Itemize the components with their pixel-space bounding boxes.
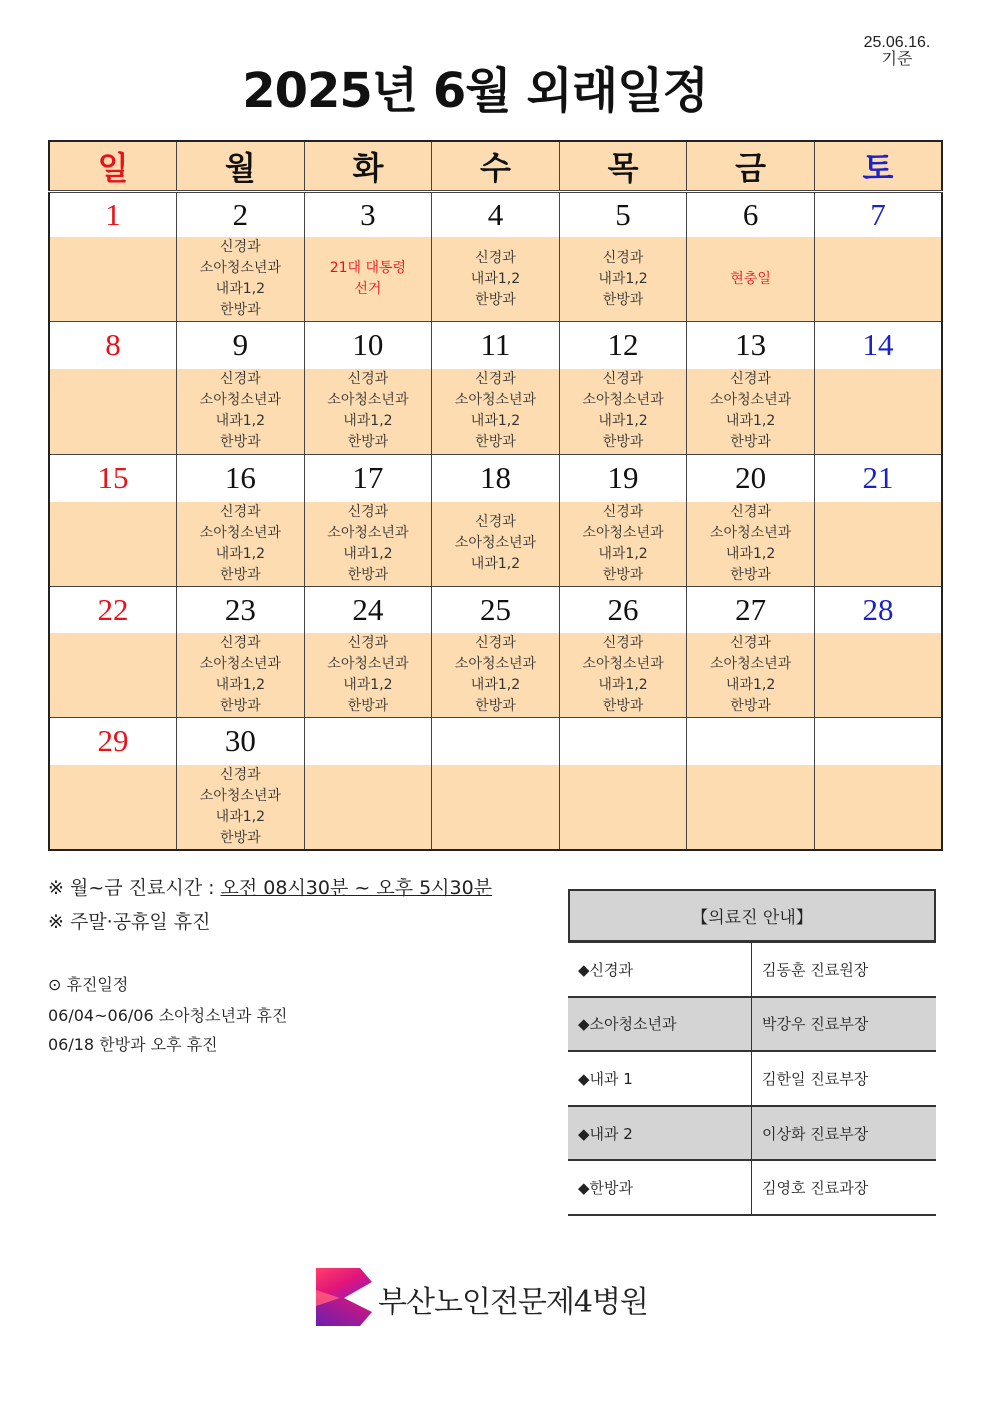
schedule-entry: 한방과 xyxy=(602,698,644,714)
schedule-cell xyxy=(559,633,687,718)
date-cell: 19 xyxy=(559,455,687,502)
schedule-cell xyxy=(432,633,560,718)
schedule-entry: 신경과 xyxy=(602,503,644,520)
date-cell: 13 xyxy=(687,322,815,369)
schedule-entry: 소아청소년과 xyxy=(327,656,409,672)
schedule-row xyxy=(49,633,942,718)
schedule-entry: 한방과 xyxy=(220,434,261,451)
weekday-sunday: 일 xyxy=(49,141,177,191)
date-cell: 8 xyxy=(49,322,177,369)
outpatient-calendar xyxy=(48,140,943,851)
staff-row xyxy=(568,1161,936,1216)
schedule-entry: 내과1,2 xyxy=(598,677,648,693)
staff-doctor: 김한일 진료부장 xyxy=(762,1069,869,1088)
schedule-entry: 신경과 xyxy=(730,503,771,520)
date-row xyxy=(49,322,942,369)
schedule-entry: 소아청소년과 xyxy=(327,524,409,541)
schedule-entry: 내과1,2 xyxy=(343,545,393,562)
schedule-entry: 소아청소년과 xyxy=(199,260,281,276)
staff-row xyxy=(568,943,936,998)
schedule-entry: 한방과 xyxy=(475,698,516,714)
weekday-monday: 월 xyxy=(177,141,305,191)
schedule-cell xyxy=(814,502,942,587)
staff-doctor: 김영호 진료과장 xyxy=(762,1179,869,1198)
schedule-cell xyxy=(814,765,942,850)
schedule-entry: 신경과 xyxy=(475,514,516,530)
schedule-row xyxy=(49,237,942,322)
schedule-cell xyxy=(687,502,815,587)
date-cell: 14 xyxy=(814,322,942,369)
schedule-entry: 신경과 xyxy=(602,635,644,651)
schedule-entry: 신경과 xyxy=(730,635,771,651)
schedule-cell xyxy=(49,369,177,455)
schedule-cell xyxy=(304,765,432,850)
schedule-entry: 선거 xyxy=(354,281,382,297)
schedule-entry: 한방과 xyxy=(602,434,644,451)
schedule-cell xyxy=(687,765,815,850)
schedule-entry: 한방과 xyxy=(347,566,389,583)
schedule-entry: 내과1,2 xyxy=(470,413,521,430)
date-cell: 21 xyxy=(814,455,942,502)
schedule-entry: 내과1,2 xyxy=(343,677,393,693)
schedule-entry: 신경과 xyxy=(475,249,516,266)
schedule-entry: 내과1,2 xyxy=(470,270,521,287)
schedule-entry: 내과1,2 xyxy=(725,545,776,562)
schedule-cell xyxy=(687,633,815,718)
clinic-hours xyxy=(48,873,492,900)
schedule-entry: 소아청소년과 xyxy=(710,524,792,541)
schedule-entry: 소아청소년과 xyxy=(454,656,537,672)
schedule-entry: 신경과 xyxy=(347,503,389,520)
schedule-entry: 내과1,2 xyxy=(598,270,648,287)
schedule-cell xyxy=(177,765,305,850)
date-cell: 23 xyxy=(177,586,305,633)
schedule-cell xyxy=(177,237,305,322)
staff-doctor: 김동훈 진료원장 xyxy=(762,960,869,979)
date-cell: 29 xyxy=(49,718,177,765)
schedule-entry: 신경과 xyxy=(475,635,516,651)
staff-department: ◆내과 1 xyxy=(568,1052,752,1105)
staff-table-heading: 【의료진 안내】 xyxy=(568,889,936,943)
schedule-cell xyxy=(559,369,687,455)
date-cell: 7 xyxy=(814,191,942,237)
date-cell: 17 xyxy=(304,455,432,502)
staff-doctor: 이상화 진료부장 xyxy=(762,1124,869,1143)
date-cell: 18 xyxy=(432,455,560,502)
calendar-body xyxy=(49,191,942,850)
schedule-cell xyxy=(177,502,305,587)
weekday-header-row xyxy=(49,141,942,191)
schedule-entry: 한방과 xyxy=(730,698,771,714)
schedule-entry: 한방과 xyxy=(347,698,389,714)
schedule-cell xyxy=(177,369,305,455)
schedule-cell xyxy=(49,765,177,850)
schedule-entry: 신경과 xyxy=(220,766,261,783)
schedule-entry: 소아청소년과 xyxy=(199,524,281,541)
schedule-cell xyxy=(304,633,432,718)
hospital-logo xyxy=(316,1268,648,1330)
schedule-entry: 소아청소년과 xyxy=(582,392,664,409)
schedule-entry: 현충일 xyxy=(730,270,771,287)
schedule-entry: 신경과 xyxy=(220,635,261,651)
staff-table xyxy=(568,889,936,1216)
schedule-cell xyxy=(49,237,177,322)
date-cell: 27 xyxy=(687,586,815,633)
schedule-entry: 한방과 xyxy=(220,566,261,583)
schedule-cell xyxy=(304,502,432,587)
schedule-entry: 21대 대통령 xyxy=(329,260,407,276)
schedule-entry: 내과1,2 xyxy=(470,556,521,572)
date-cell: 10 xyxy=(304,322,432,369)
empty-date-cell xyxy=(559,718,687,765)
schedule-entry: 내과1,2 xyxy=(725,677,776,693)
schedule-entry: 신경과 xyxy=(347,371,389,388)
schedule-entry: 소아청소년과 xyxy=(199,392,281,409)
staff-row xyxy=(568,1107,936,1162)
schedule-entry: 내과1,2 xyxy=(215,677,265,693)
schedule-cell xyxy=(432,502,560,587)
schedule-entry: 신경과 xyxy=(220,371,261,388)
staff-department: ◆신경과 xyxy=(568,943,752,996)
date-row xyxy=(49,586,942,633)
closure-item: 06/18 한방과 오후 휴진 xyxy=(48,1035,218,1054)
schedule-entry: 소아청소년과 xyxy=(582,656,664,672)
date-cell: 5 xyxy=(559,191,687,237)
date-row xyxy=(49,455,942,502)
weekday-tuesday: 화 xyxy=(304,141,432,191)
date-cell: 11 xyxy=(432,322,560,369)
date-cell: 1 xyxy=(49,191,177,237)
schedule-entry: 신경과 xyxy=(730,371,771,388)
schedule-entry: 소아청소년과 xyxy=(327,392,409,409)
schedule-cell xyxy=(814,369,942,455)
reference-date-value: 25.06.16. xyxy=(863,34,931,51)
schedule-cell xyxy=(814,237,942,322)
date-cell: 24 xyxy=(304,586,432,633)
date-cell: 6 xyxy=(687,191,815,237)
date-cell: 15 xyxy=(49,455,177,502)
empty-date-cell xyxy=(687,718,815,765)
staff-department: ◆한방과 xyxy=(568,1161,752,1214)
schedule-entry: 한방과 xyxy=(730,566,771,583)
date-cell: 16 xyxy=(177,455,305,502)
weekday-saturday: 토 xyxy=(814,141,942,191)
holiday-note: ※ 주말·공휴일 휴진 xyxy=(48,911,211,933)
date-cell: 9 xyxy=(177,322,305,369)
schedule-entry: 한방과 xyxy=(220,829,261,846)
weekday-thursday: 목 xyxy=(559,141,687,191)
schedule-entry: 신경과 xyxy=(220,503,261,520)
schedule-entry: 한방과 xyxy=(220,302,261,318)
schedule-cell xyxy=(559,765,687,850)
schedule-entry: 신경과 xyxy=(602,371,644,388)
closure-heading: ⊙ 휴진일정 xyxy=(48,975,129,994)
schedule-entry: 소아청소년과 xyxy=(710,392,792,409)
empty-date-cell xyxy=(304,718,432,765)
schedule-entry: 내과1,2 xyxy=(470,677,521,693)
schedule-entry: 신경과 xyxy=(347,635,389,651)
schedule-entry: 내과1,2 xyxy=(598,413,648,430)
date-cell: 26 xyxy=(559,586,687,633)
schedule-entry: 소아청소년과 xyxy=(710,656,792,672)
schedule-entry: 한방과 xyxy=(602,566,644,583)
schedule-entry: 내과1,2 xyxy=(343,413,393,430)
reference-date-label: 기준 xyxy=(881,51,913,68)
schedule-cell xyxy=(687,237,815,322)
schedule-entry: 내과1,2 xyxy=(215,808,265,825)
staff-department: ◆소아청소년과 xyxy=(568,998,752,1051)
schedule-entry: 내과1,2 xyxy=(725,413,776,430)
clinic-hours-value: 오전 08시30분 ~ 오후 5시30분 xyxy=(220,877,493,899)
schedule-entry: 소아청소년과 xyxy=(454,535,537,551)
date-row xyxy=(49,718,942,765)
schedule-entry: 소아청소년과 xyxy=(582,524,664,541)
schedule-entry: 한방과 xyxy=(475,434,516,451)
date-row xyxy=(49,191,942,237)
date-cell: 12 xyxy=(559,322,687,369)
staff-row xyxy=(568,1052,936,1107)
closure-item: 06/04~06/06 소아청소년과 휴진 xyxy=(48,1006,288,1025)
schedule-entry: 신경과 xyxy=(220,239,261,255)
schedule-cell xyxy=(432,237,560,322)
schedule-cell xyxy=(49,502,177,587)
staff-row xyxy=(568,998,936,1053)
staff-department: ◆내과 2 xyxy=(568,1107,752,1160)
date-cell: 2 xyxy=(177,191,305,237)
schedule-entry: 소아청소년과 xyxy=(199,656,281,672)
date-cell: 28 xyxy=(814,586,942,633)
schedule-entry: 내과1,2 xyxy=(215,281,265,297)
date-cell: 4 xyxy=(432,191,560,237)
empty-date-cell xyxy=(814,718,942,765)
schedule-entry: 한방과 xyxy=(730,434,771,451)
schedule-entry: 소아청소년과 xyxy=(454,392,537,409)
schedule-cell xyxy=(432,369,560,455)
schedule-entry: 내과1,2 xyxy=(598,545,648,562)
date-cell: 25 xyxy=(432,586,560,633)
date-cell: 20 xyxy=(687,455,815,502)
schedule-row xyxy=(49,502,942,587)
empty-date-cell xyxy=(432,718,560,765)
schedule-cell xyxy=(687,369,815,455)
hospital-name: 부산노인전문제4병원 xyxy=(378,1285,648,1320)
schedule-cell xyxy=(432,765,560,850)
schedule-entry: 내과1,2 xyxy=(215,413,265,430)
schedule-cell xyxy=(49,633,177,718)
schedule-cell xyxy=(177,633,305,718)
staff-doctor: 박강우 진료부장 xyxy=(762,1015,869,1034)
schedule-cell xyxy=(559,502,687,587)
schedule-entry: 한방과 xyxy=(220,698,261,714)
weekday-wednesday: 수 xyxy=(432,141,560,191)
weekday-friday: 금 xyxy=(687,141,815,191)
schedule-entry: 한방과 xyxy=(347,434,389,451)
schedule-cell xyxy=(559,237,687,322)
schedule-entry: 한방과 xyxy=(475,291,516,308)
schedule-row xyxy=(49,369,942,455)
schedule-cell xyxy=(304,369,432,455)
schedule-entry: 소아청소년과 xyxy=(199,787,281,804)
date-cell: 3 xyxy=(304,191,432,237)
schedule-entry: 신경과 xyxy=(475,371,516,388)
schedule-entry: 한방과 xyxy=(602,291,644,308)
schedule-entry: 내과1,2 xyxy=(215,545,265,562)
hospital-b-logo-icon xyxy=(316,1268,374,1330)
schedule-entry: 신경과 xyxy=(602,249,644,266)
schedule-row xyxy=(49,765,942,850)
date-cell: 22 xyxy=(49,586,177,633)
schedule-cell xyxy=(304,237,432,322)
date-cell: 30 xyxy=(177,718,305,765)
page-title: 2025년 6월 외래일정 xyxy=(242,63,708,119)
schedule-cell xyxy=(814,633,942,718)
clinic-hours-label: ※ 월~금 진료시간 : xyxy=(48,877,221,899)
